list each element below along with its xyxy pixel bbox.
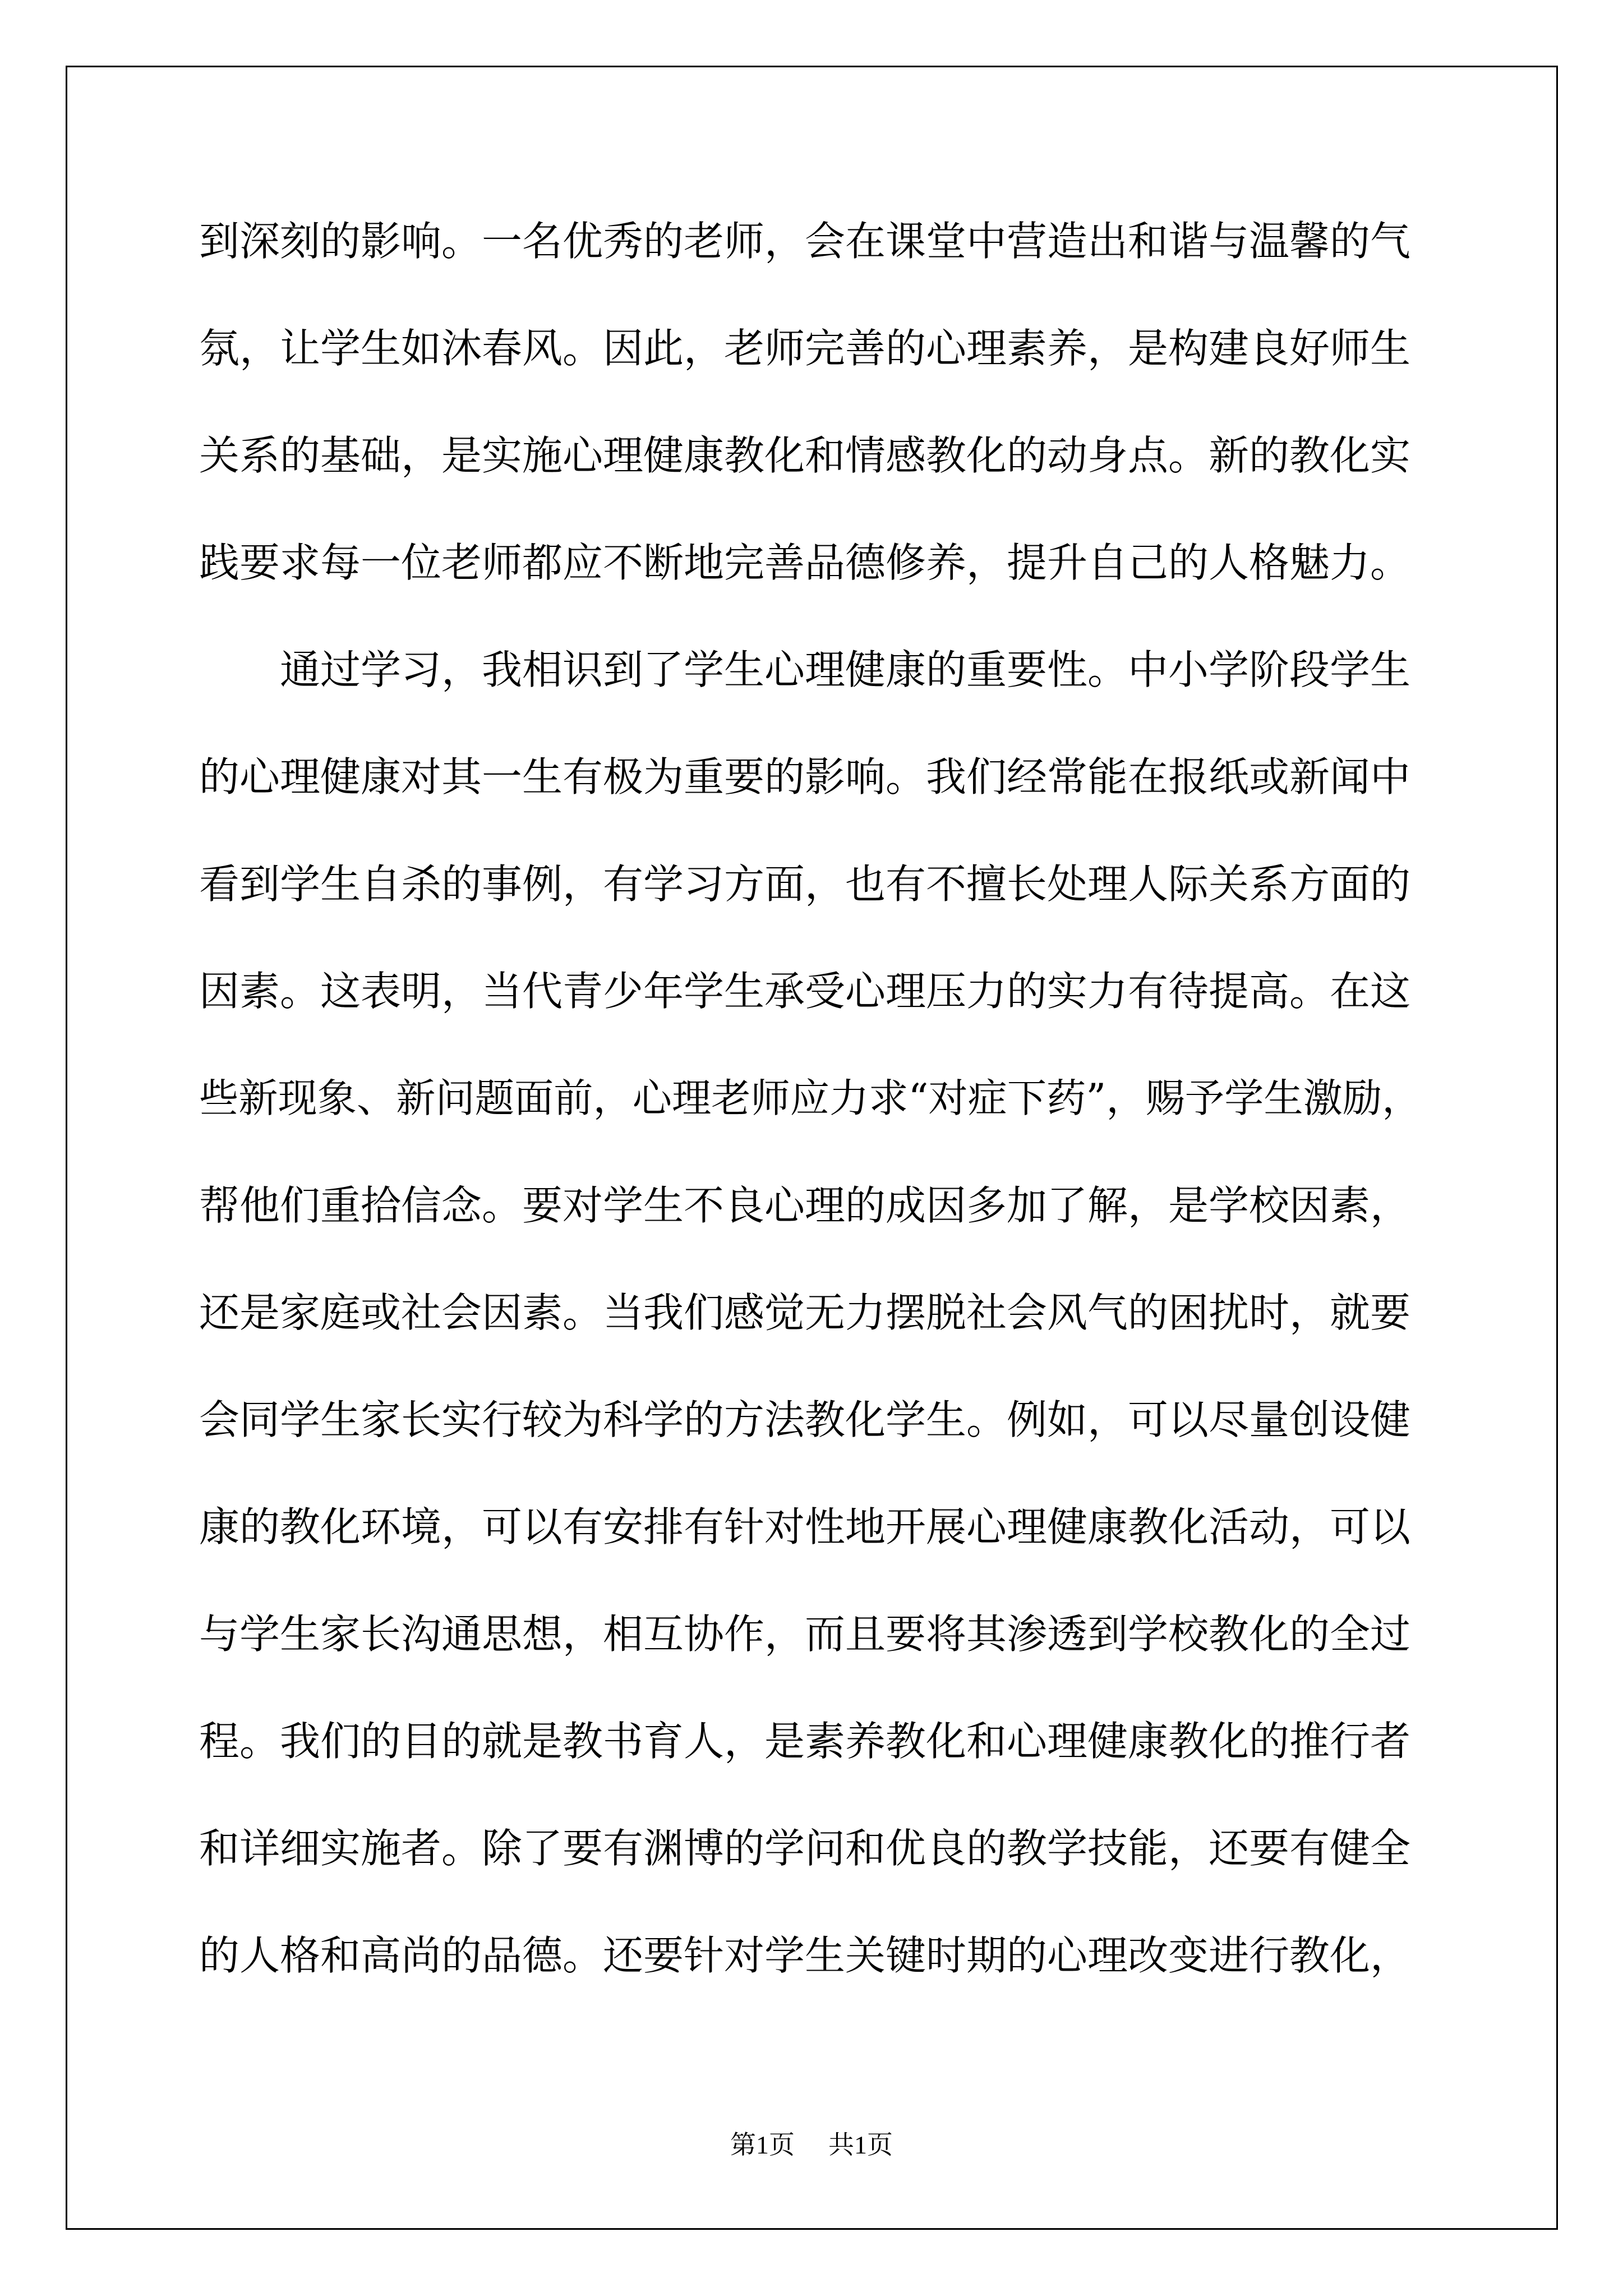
page-number: 第1页 [730,2131,795,2159]
paragraph-first-line: 通过学习，我相识到了学生心理健康的重要性。中小学阶段学生 [280,646,1411,693]
text-line: 康的教化环境，可以有安排有针对性地开展心理健康教化活动，可以 [199,1503,1411,1550]
text-line: 帮他们重拾信念。要对学生不良心理的成因多加了解，是学校因素， [199,1182,1411,1229]
text-line: 看到学生自杀的事例，有学习方面，也有不擅长处理人际关系方面的 [199,861,1411,908]
text-line: 的心理健康对其一生有极为重要的影响。我们经常能在报纸或新闻中 [199,753,1411,800]
text-line: 些新现象、新问题面前，心理老师应力求“对症下药”，赐予学生激励， [199,1075,1422,1121]
text-line: 会同学生家长实行较为科学的方法教化学生。例如，可以尽量创设健 [199,1396,1411,1443]
page-border [66,66,1558,2230]
page-footer [0,2128,1623,2162]
text-line: 关系的基础，是实施心理健康教化和情感教化的动身点。新的教化实 [199,432,1411,479]
page-total: 共1页 [828,2131,893,2159]
text-line: 到深刻的影响。一名优秀的老师，会在课堂中营造出和谐与温馨的气 [199,218,1411,265]
text-line: 与学生家长沟通思想，相互协作，而且要将其渗透到学校教化的全过 [199,1611,1411,1658]
text-line: 的人格和高尚的品德。还要针对学生关键时期的心理改变进行教化， [199,1932,1411,1979]
text-line: 因素。这表明，当代青少年学生承受心理压力的实力有待提高。在这 [199,968,1411,1015]
text-line: 和详细实施者。除了要有渊博的学问和优良的教学技能，还要有健全 [199,1825,1411,1872]
text-line: 践要求每一位老师都应不断地完善品德修养，提升自己的人格魅力。 [199,539,1411,586]
text-line: 氛，让学生如沐春风。因此，老师完善的心理素养，是构建良好师生 [199,325,1411,372]
text-line: 还是家庭或社会因素。当我们感觉无力摆脱社会风气的困扰时，就要 [199,1289,1411,1336]
text-line: 程。我们的目的就是教书育人，是素养教化和心理健康教化的推行者 [199,1718,1411,1765]
